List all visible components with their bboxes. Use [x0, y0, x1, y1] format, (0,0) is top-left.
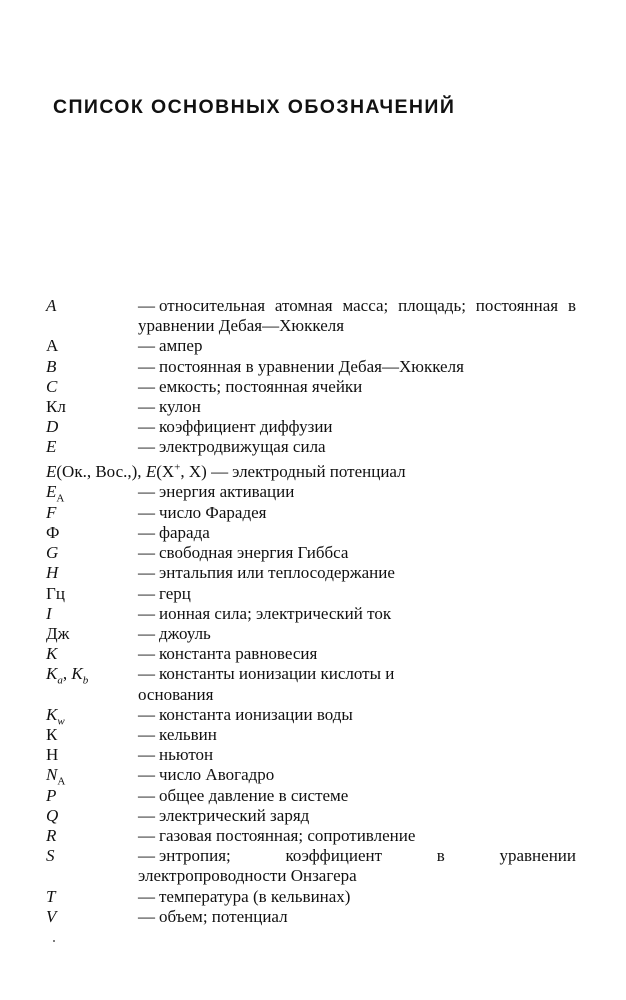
list-item	[46, 397, 576, 417]
entry-description: — константы ионизации кислоты и основания	[138, 664, 395, 704]
entry-description: — константа равновесия	[138, 644, 318, 664]
entry-symbol: G	[46, 543, 59, 563]
entry-description: — постоянная в уравнении Дебая—Хюккеля	[138, 356, 464, 376]
page-title: СПИСОК ОСНОВНЫХ ОБОЗНАЧЕНИЙ	[53, 96, 456, 118]
list-item	[46, 907, 576, 927]
list-item	[46, 584, 576, 604]
list-item	[46, 704, 576, 728]
entry-description: — число Фарадея	[138, 502, 267, 522]
entry-description: — свободная энергия Гиббса	[138, 543, 349, 563]
list-item	[46, 503, 576, 523]
list-item	[46, 417, 576, 437]
list-item	[46, 437, 576, 457]
entry-description: — ампер	[138, 336, 203, 356]
entry-symbol: $K_w$	[46, 704, 65, 728]
list-item	[46, 563, 576, 583]
list-item	[46, 377, 576, 397]
list-item	[46, 644, 576, 664]
entry-description: — герц	[138, 583, 191, 603]
entry-symbol: Дж	[46, 623, 70, 643]
entry-description: — фарада	[138, 522, 210, 542]
entry-symbol: D	[46, 417, 59, 437]
entry-description: — электрический заряд	[138, 805, 310, 825]
entry-symbol: $N_A$	[46, 765, 66, 788]
entry-symbol: K	[46, 644, 58, 664]
entry-symbol: C	[46, 376, 58, 396]
entry-description: — кулон	[138, 397, 201, 417]
entry-description: — коэффициент диффузии	[138, 417, 333, 437]
entry-symbol: T	[46, 886, 56, 906]
entry-symbol: B	[46, 356, 57, 376]
list-item	[46, 458, 576, 483]
list-item	[46, 604, 576, 624]
entry-description: — энергия активации	[138, 482, 295, 502]
entry-description: — объем; потенциал	[138, 906, 288, 926]
entry-description: — ньютон	[138, 745, 214, 765]
entry-symbol: А	[46, 336, 59, 356]
list-item	[46, 786, 576, 806]
list-item	[46, 887, 576, 907]
entry-symbol: V	[46, 906, 57, 926]
entry-description: — относительная атомная масса; площадь; постоянная в уравнении Дебая—Хюккеля	[138, 296, 576, 336]
entry-description: — ионная сила; электрический ток	[138, 603, 392, 623]
list-item	[46, 296, 576, 336]
entry-description: — газовая постоянная; сопротивление	[138, 825, 416, 845]
entry-symbol: A	[46, 296, 57, 315]
entry-symbol: S	[46, 846, 55, 866]
list-item	[46, 664, 576, 704]
list-item	[46, 482, 576, 505]
entry-symbol: F	[46, 502, 57, 522]
entry-description: — электродвижущая сила	[138, 437, 326, 457]
list-item	[46, 745, 576, 765]
notation-list	[46, 296, 576, 927]
entry-description: — энтропия; коэффициент в уравнении электропроводности Онзагера	[138, 846, 576, 886]
entry-description: — джоуль	[138, 623, 211, 643]
entry-description: — константа ионизации воды	[138, 704, 353, 724]
list-item	[46, 806, 576, 826]
entry-description: — общее давление в системе	[138, 785, 349, 805]
list-item	[46, 523, 576, 543]
entry-description: — емкость; постоянная ячейки	[138, 376, 363, 396]
entry-symbol: Кл	[46, 397, 66, 417]
entry-description: — число Авогадро	[138, 765, 275, 785]
list-item	[46, 725, 576, 745]
entry-description: — электродный потенциал	[211, 462, 406, 482]
entry-symbol: Н	[46, 745, 59, 765]
list-item	[46, 826, 576, 846]
entry-symbol: I	[46, 603, 52, 623]
entry-symbol: E(Ок., Вос.,), E(X+, X)	[46, 461, 207, 482]
entry-symbol: H	[46, 563, 59, 583]
entry-symbol: Ф	[46, 522, 60, 542]
entry-symbol: Q	[46, 805, 59, 825]
entry-symbol: P	[46, 785, 57, 805]
entry-description: — кельвин	[138, 724, 217, 744]
list-item	[46, 846, 576, 886]
entry-symbol: R	[46, 825, 57, 845]
list-item	[46, 543, 576, 563]
print-speck	[53, 940, 55, 942]
entry-symbol: $K_a$, $K_b$	[46, 664, 89, 687]
entry-symbol: Гц	[46, 583, 65, 603]
entry-symbol: К	[46, 724, 58, 744]
list-item	[46, 357, 576, 377]
list-item	[46, 624, 576, 644]
entry-symbol: $E_A$	[46, 482, 65, 505]
list-item	[46, 765, 576, 788]
entry-symbol: E	[46, 437, 57, 457]
list-item	[46, 336, 576, 356]
entry-description: — энтальпия или теплосодержание	[138, 563, 395, 583]
entry-description: — температура (в кельвинах)	[138, 886, 351, 906]
